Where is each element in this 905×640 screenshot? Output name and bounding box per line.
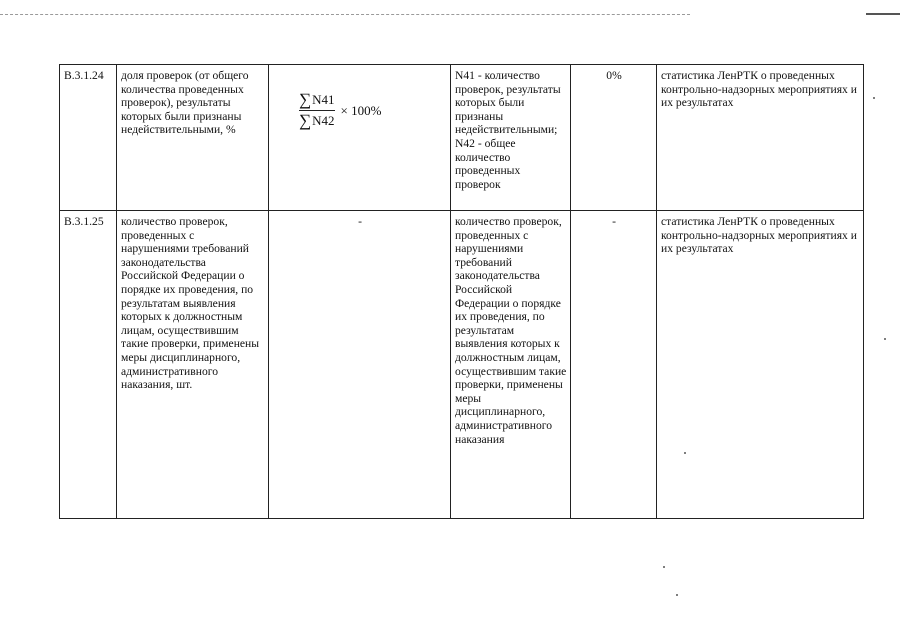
formula — [299, 91, 381, 130]
formula-multiplier: × 100% — [340, 102, 382, 118]
formula-numerator: N41 — [312, 92, 335, 107]
scan-speck — [873, 97, 875, 99]
variables-description: N41 - количество проверок, результаты которых были признаны недействительными; N42 - общее количество проведенных проверок — [451, 65, 571, 211]
sum-symbol: ∑ — [299, 90, 312, 109]
indicator-value: 0% — [571, 65, 657, 211]
formula-denominator: N42 — [312, 113, 335, 128]
formula-cell — [269, 65, 451, 211]
formula-cell: - — [269, 211, 451, 519]
indicator-value: - — [571, 211, 657, 519]
data-source: статистика ЛенРТК о проведенных контрольно-надзорных мероприятиях и их результатах — [657, 65, 864, 211]
table-row — [60, 65, 864, 211]
indicator-table — [59, 64, 864, 519]
scan-speck — [663, 566, 665, 568]
sum-symbol: ∑ — [299, 111, 312, 130]
table-row — [60, 211, 864, 519]
scan-artifact-line — [0, 14, 690, 15]
scan-speck — [884, 338, 886, 340]
indicator-name: количество проверок, проведенных с нарушениями требований законодательства Российской Федерации о порядке их проведения, по результатам выявления которых к должностным лицам, осуществившим такие проверки, применены меры дисциплинарного, административного наказания, шт. — [117, 211, 269, 519]
scan-artifact-dash — [866, 13, 900, 15]
variables-description: количество проверок, проведенных с нарушениями требований законодательства Российской Федерации о порядке их проведения, по результатам выявления которых к должностным лицам, осуществившим такие проверки, применены меры дисциплинарного, административного наказания — [451, 211, 571, 519]
indicator-code: В.3.1.24 — [60, 65, 117, 211]
data-source: статистика ЛенРТК о проведенных контрольно-надзорных мероприятиях и их результатах — [657, 211, 864, 519]
scan-speck — [676, 594, 678, 596]
indicator-code: В.3.1.25 — [60, 211, 117, 519]
formula-fraction — [299, 91, 335, 130]
indicator-name: доля проверок (от общего количества проведенных проверок), результаты которых были признаны недействительными, % — [117, 65, 269, 211]
